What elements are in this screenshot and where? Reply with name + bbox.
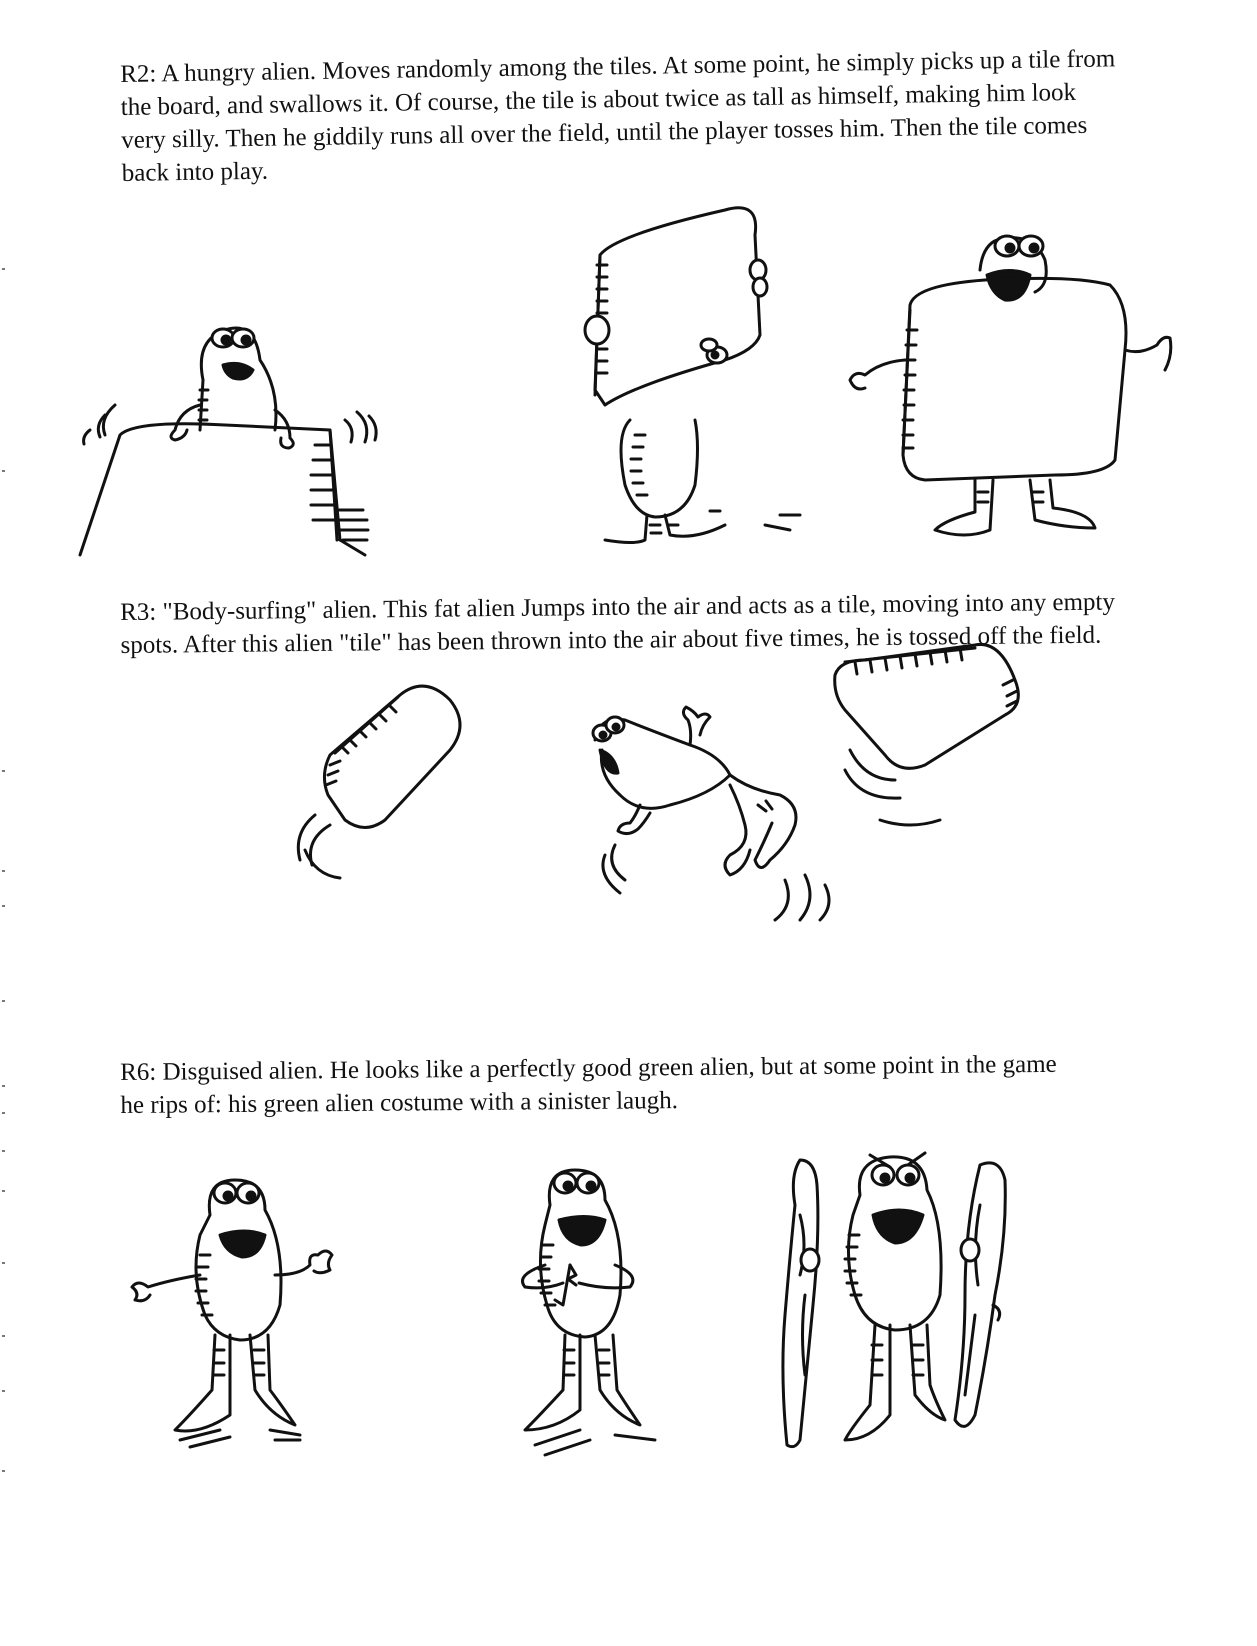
r3-tumbling-tile-drawing: [290, 675, 470, 890]
r2-alien-peeking-over-tile-drawing: [75, 320, 395, 585]
r3-falling-tile-drawing: [825, 640, 1035, 840]
scan-margin-marks: [0, 0, 12, 1646]
r3-jumping-alien-drawing: [580, 705, 860, 940]
r2-alien-swallowed-tile-drawing: [835, 230, 1180, 550]
r6-description: R6: Disguised alien. He looks like a perfectly good green alien, but at some point in the game he rips of: his green alien costume with a sinister laugh.: [120, 1050, 1057, 1119]
r2-description: R2: A hungry alien. Moves randomly among the tiles. At some point, he simply picks up a tile from the board, and swallows it. Of course, the tile is about twice as tall as himself, making him look very silly. Then he giddily runs all over the field, until the player tosses him. Then the tile comes back into play.: [120, 45, 1116, 187]
r2-alien-lifting-tile-drawing: [575, 195, 815, 555]
r6-alien-removing-costume-drawing: [765, 1145, 1030, 1465]
r3-description: R3: "Body-surfing" alien. This fat alien Jumps into the air and acts as a tile, moving into any empty spots. After this alien "tile" has been thrown into the air about five times, he is tossed off the field.: [120, 588, 1116, 659]
r6-alien-standing-drawing: [120, 1175, 350, 1460]
r6-alien-unzipping-drawing: [495, 1165, 675, 1465]
